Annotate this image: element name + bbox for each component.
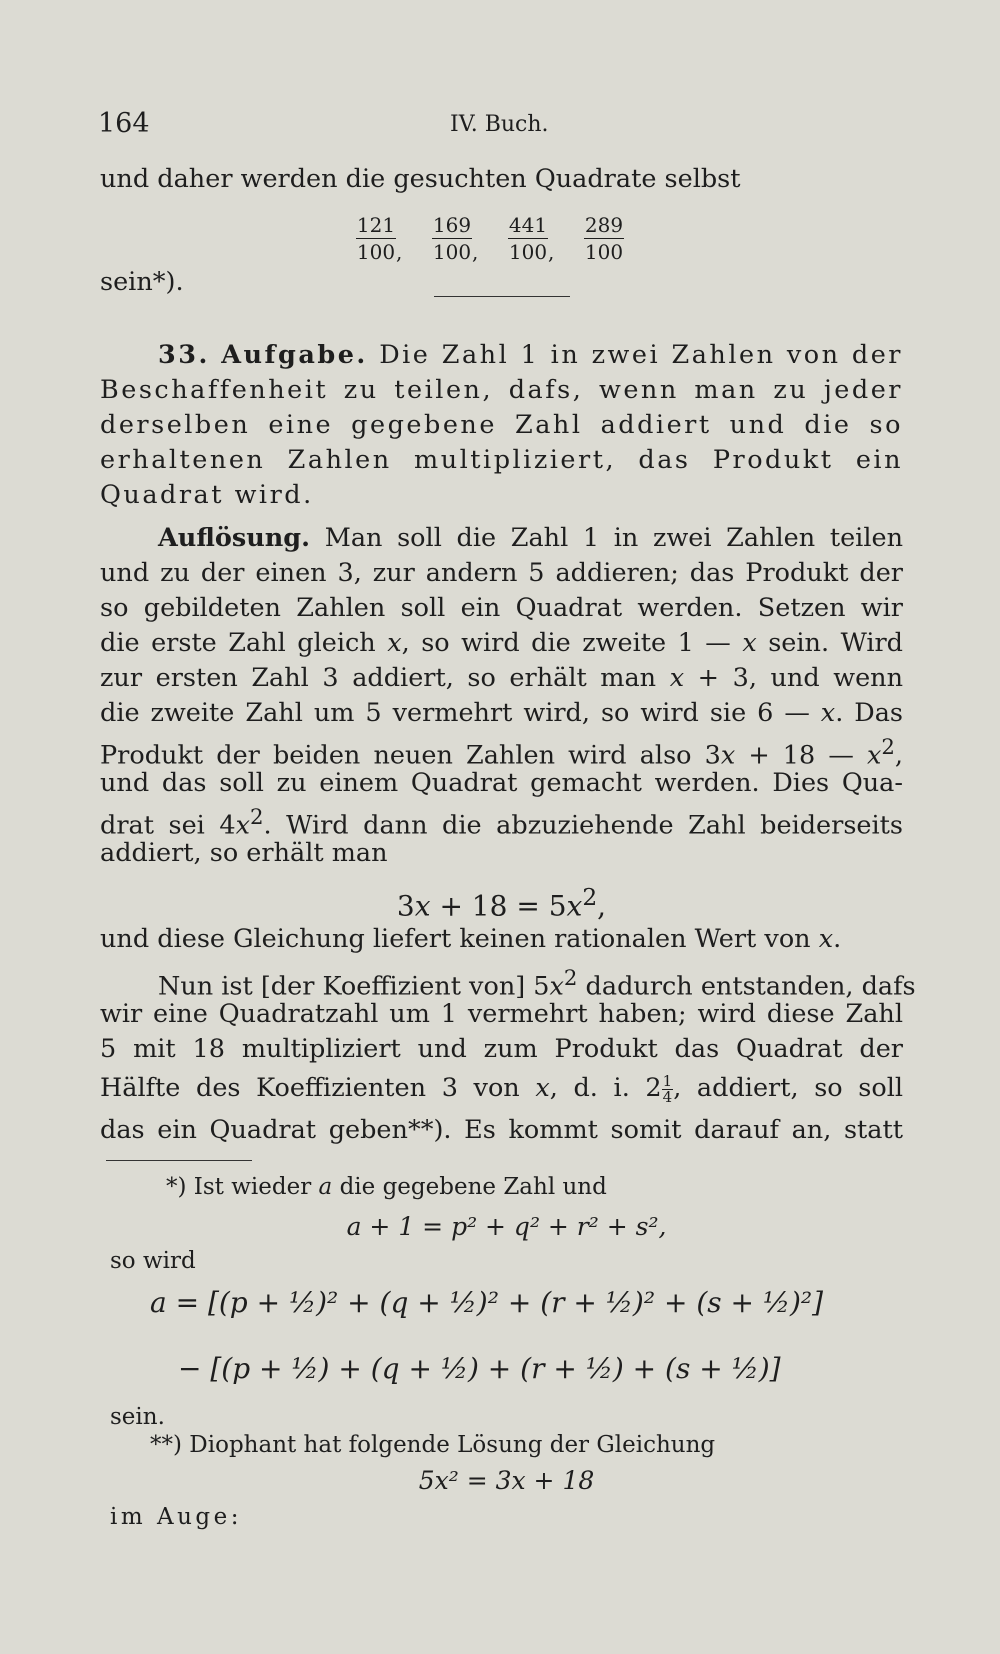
text-line: und das soll zu einem Quadrat gemacht werden. Dies Qua- [100,768,903,798]
text-line: derselben eine gegebene Zahl addiert und die so [100,410,903,440]
problem-number: 33. [158,340,210,370]
text-line: und zu der einen 3, zur andern 5 addieren; das Produkt der [100,558,903,588]
text-line: 33. Aufgabe. Die Zahl 1 in zwei Zahlen von der [158,340,903,370]
problem-heading: Aufgabe. [221,340,368,370]
text-line: das ein Quadrat geben**). Es kommt somit darauf an, statt [100,1115,903,1145]
text-line: erhaltenen Zahlen multipliziert, das Produkt ein [100,445,903,475]
fraction: $\frac{169}{100}$ [432,213,472,264]
footnote: *) Ist wieder a die gegebene Zahl und [166,1174,607,1200]
text-line: 5 mit 18 multipliziert und zum Produkt das Quadrat der [100,1034,903,1064]
text-line: zur ersten Zahl 3 addiert, so erhält man x + 3, und wenn [100,663,904,693]
text-line: Auflösung. Man soll die Zahl 1 in zwei Zahlen teilen [158,523,904,553]
fraction: $\frac{441}{100}$ [508,213,548,264]
text-line: die zweite Zahl um 5 vermehrt wird, so wird sie 6 — x. Das [100,698,903,728]
text-line: sein*). [100,267,184,297]
text-line: so gebildeten Zahlen soll ein Quadrat werden. Setzen wir [100,593,903,623]
text-line: so wird [110,1248,196,1274]
text-line: drat sei $4x^2$. Wird dann die abzuziehende Zahl beiderseits [100,805,904,841]
text-line: addiert, so erhält man [100,838,388,868]
footnote-marker: **) [150,1432,182,1458]
display-equation: $3x + 18 = 5x^2$, [396,883,607,923]
display-equation: a = [(p + ½)² + (q + ½)² + (r + ½)² + (s + ½)²] [150,1286,824,1319]
display-equation: a + 1 = p² + q² + r² + s², [346,1212,667,1241]
text-line: sein. [110,1404,165,1430]
solution-heading: Auflösung. [158,523,311,553]
fraction: $\frac{1}{4}$ [662,1071,673,1106]
running-header [98,108,903,144]
text-line: die erste Zahl gleich x, so wird die zweite 1 — x sein. Wird [100,628,903,658]
text-line: Produkt der beiden neuen Zahlen wird also 3x + 18 — $x^2$, [100,735,903,771]
running-title: IV. Buch. [450,112,549,137]
text-line: im Auge: [110,1504,242,1530]
display-equation: − [(p + ½) + (q + ½) + (r + ½) + (s + ½)] [178,1352,781,1385]
fraction: $\frac{121}{100}$ [356,213,396,264]
footnote-divider [106,1160,252,1161]
text-line: und diese Gleichung liefert keinen rationalen Wert von x. [100,924,842,954]
display-equation: 5x² = 3x + 18 [418,1466,595,1495]
text-line: und daher werden die gesuchten Quadrate selbst [100,164,741,194]
text-line: Nun ist [der Koeffizient von] $5x^2$ dadurch entstanden, dafs [158,966,916,1002]
text-line: Hälfte des Koeffizienten 3 von x, d. i. 2 $\frac{1}{4}$ , addiert, so soll [100,1071,904,1106]
fraction-list: $\frac{121}{100}$ , $\frac{169}{100}$ , $\frac{441}{100}$ , $\frac{289}{100}$ [356,213,624,264]
text-line: Beschaffenheit zu teilen, dafs, wenn man zu jeder [100,375,903,405]
text-line: wir eine Quadratzahl um 1 vermehrt haben; wird diese Zahl [100,999,903,1029]
footnote-marker: *) [166,1174,187,1200]
page-number: 164 [98,108,150,139]
text-line: Quadrat wird. [100,480,314,510]
section-divider [434,296,570,297]
footnote: **) Diophant hat folgende Lösung der Gleichung [150,1432,716,1458]
fraction: $\frac{289}{100}$ [584,213,624,264]
